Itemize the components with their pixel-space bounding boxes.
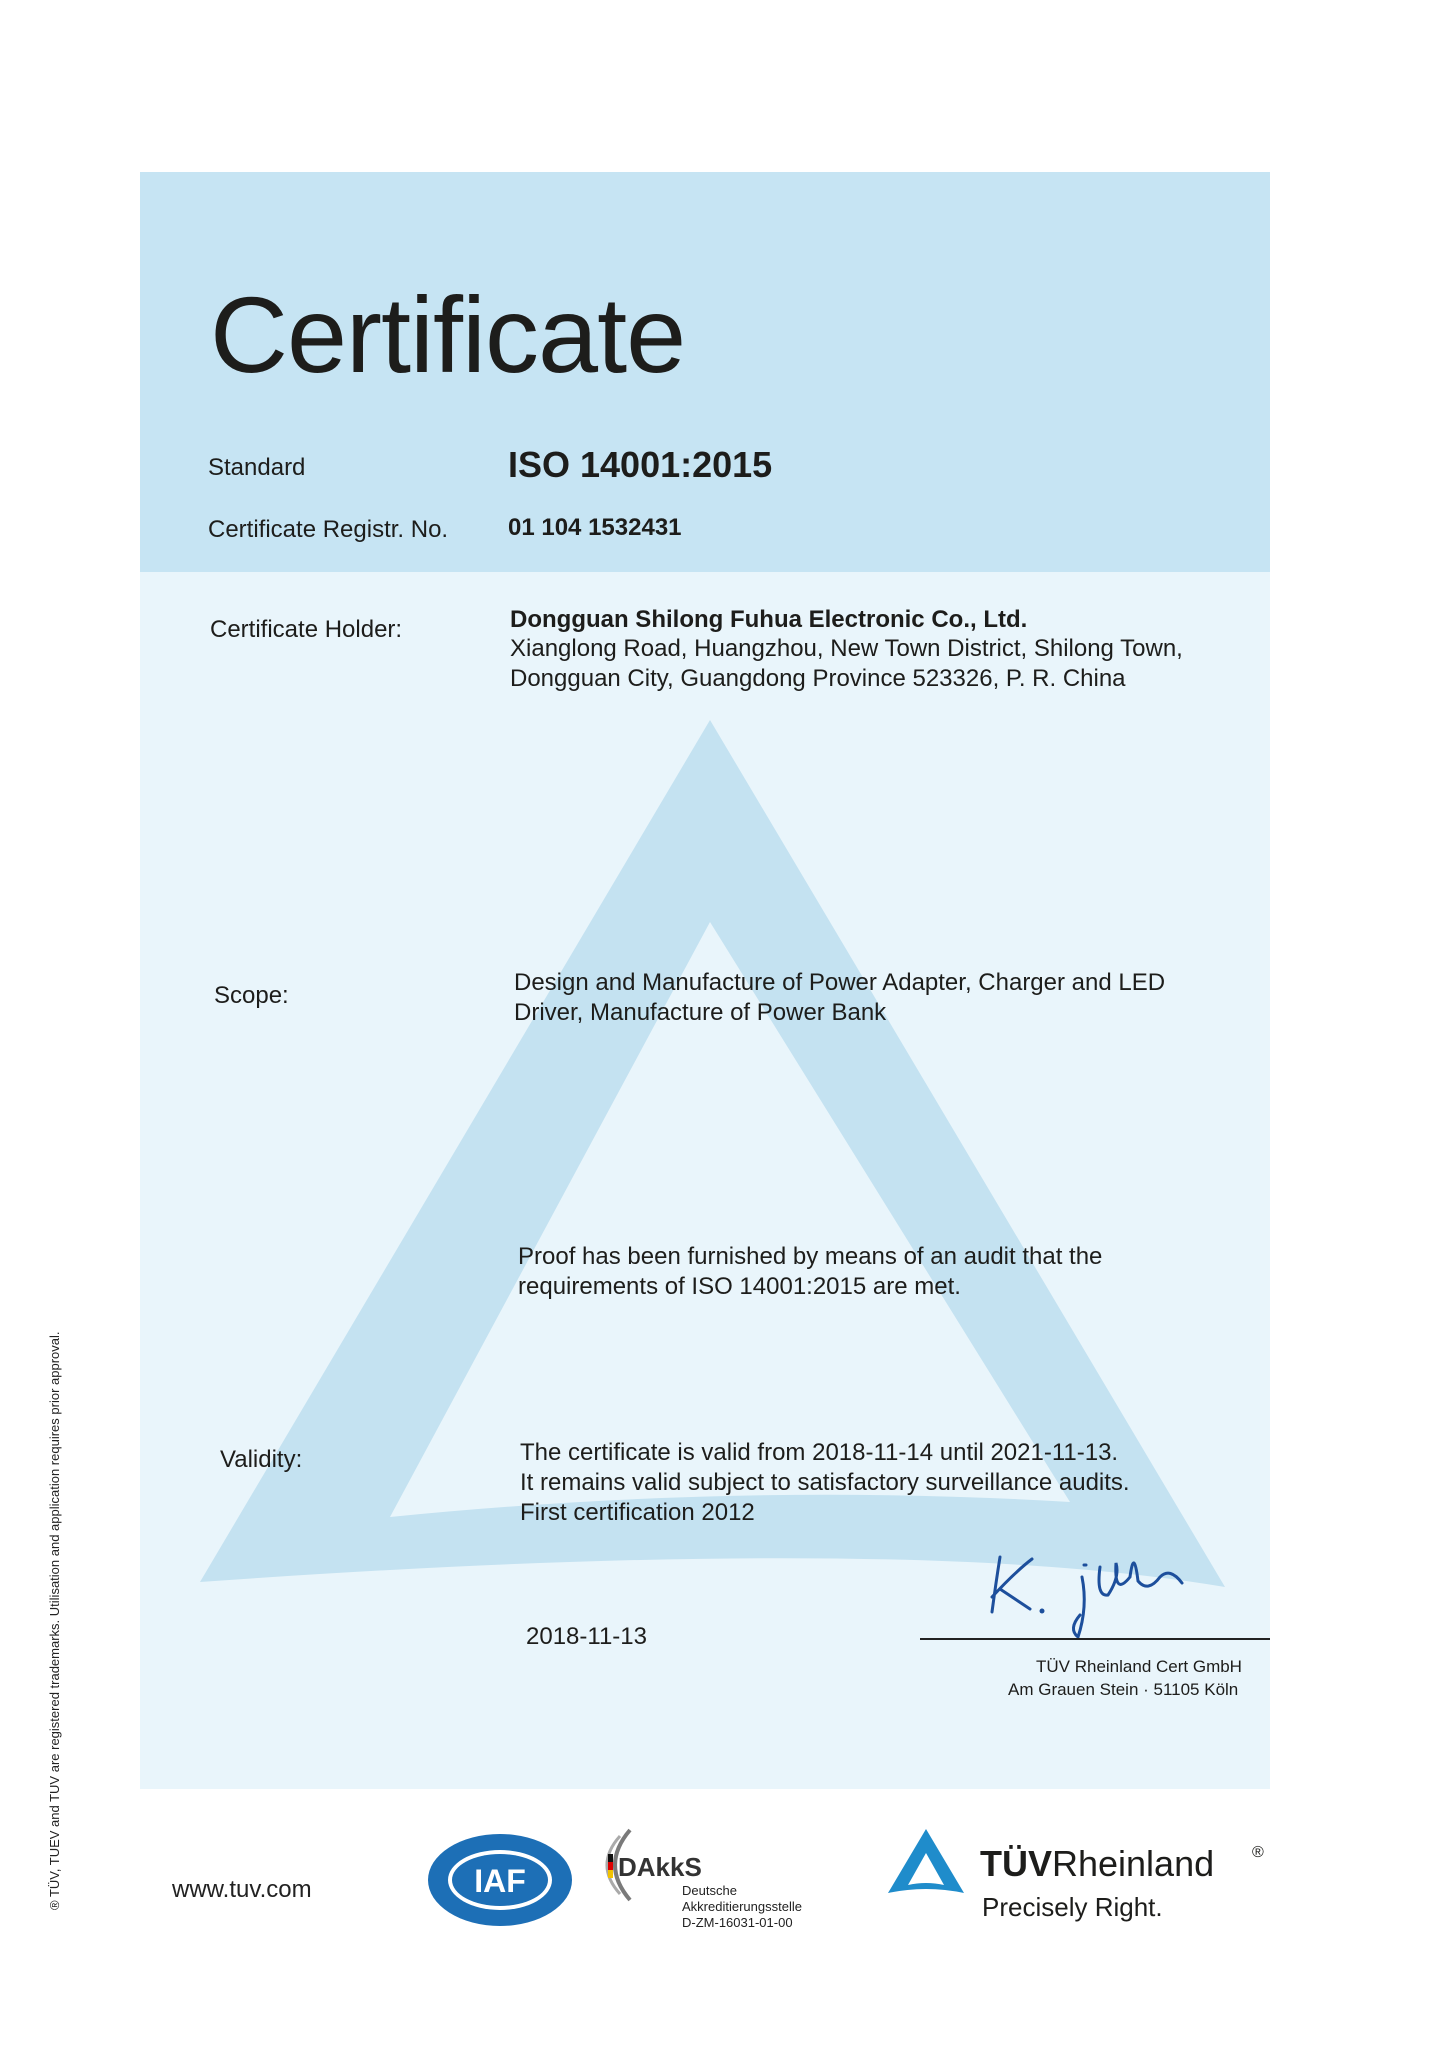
holder-address-line2: Dongguan City, Guangdong Province 523326, P. R. China [510, 665, 1126, 692]
tuv-brand-claim: Precisely Right. [982, 1892, 1163, 1922]
holder-label: Certificate Holder: [210, 616, 403, 643]
signature-org-line2: Am Grauen Stein · 51105 Köln [1008, 1680, 1239, 1699]
trademark-note: ® TÜV, TUEV and TUV are registered trademarks. Utilisation and application requires prior approval. [47, 1331, 62, 1910]
iaf-logo-icon [425, 1830, 575, 1930]
holder-address-line1: Xianglong Road, Huangzhou, New Town District, Shilong Town, [510, 635, 1183, 662]
tuv-registered-mark: ® [1252, 1844, 1264, 1861]
signature-org-line1: TÜV Rheinland Cert GmbH [1036, 1657, 1242, 1676]
page-title: Certificate [210, 274, 686, 395]
dakks-line2: Akkreditierungsstelle [682, 1899, 802, 1914]
signature-icon [970, 1537, 1270, 1647]
certificate-panel [140, 172, 1270, 1789]
registration-label: Certificate Registr. No. [208, 516, 449, 543]
dakks-title: DAkkS [618, 1852, 702, 1882]
tuv-brand-rest: Rheinland [1052, 1843, 1215, 1884]
issue-date: 2018-11-13 [526, 1623, 647, 1650]
tuv-triangle-icon [886, 1827, 966, 1897]
proof-line2: requirements of ISO 14001:2015 are met. [518, 1273, 961, 1300]
scope-label: Scope: [214, 982, 289, 1009]
scope-line1: Design and Manufacture of Power Adapter, Charger and LED [514, 969, 1166, 996]
registration-value: 01 104 1532431 [508, 514, 682, 541]
website-link[interactable]: www.tuv.com [172, 1876, 312, 1903]
dakks-line3: D-ZM-16031-01-00 [682, 1915, 793, 1930]
scope-line2: Driver, Manufacture of Power Bank [514, 999, 887, 1026]
iaf-logo-text: IAF [474, 1863, 526, 1899]
proof-line1: Proof has been furnished by means of an audit that the [518, 1243, 1103, 1270]
standard-label: Standard [208, 454, 306, 481]
validity-line3: First certification 2012 [520, 1499, 755, 1526]
validity-line1: The certificate is valid from 2018-11-14 until 2021-11-13. [520, 1439, 1119, 1466]
dakks-text [682, 1883, 802, 1931]
tuv-brand-name [980, 1843, 1214, 1885]
validity-line2: It remains valid subject to satisfactory surveillance audits. [520, 1469, 1130, 1496]
standard-value: ISO 14001:2015 [508, 444, 773, 485]
tuv-brand-bold: TÜV [980, 1843, 1052, 1884]
holder-name: Dongguan Shilong Fuhua Electronic Co., Ltd. [510, 606, 1028, 633]
validity-label: Validity: [220, 1446, 303, 1473]
signature-line [920, 1638, 1270, 1640]
dakks-line1: Deutsche [682, 1883, 737, 1898]
